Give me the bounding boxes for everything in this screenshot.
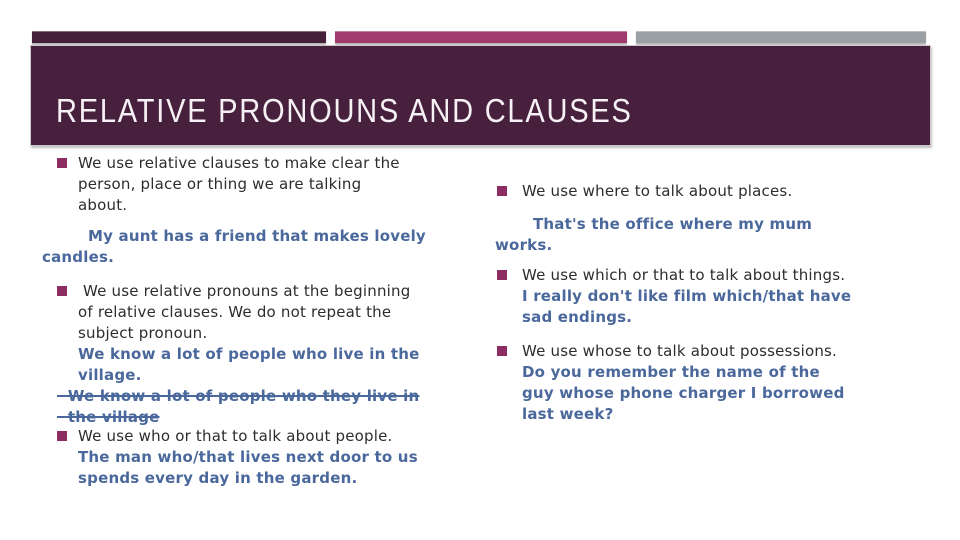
slide-title: RELATIVE PRONOUNS AND CLAUSES — [56, 92, 633, 129]
text-line: of relative clauses. We do not repeat the — [78, 303, 392, 321]
bullet-square-icon — [57, 286, 67, 296]
text-line: Do you remember the name of the — [522, 363, 820, 381]
bullet-square-icon — [497, 186, 507, 196]
text-line: We use where to talk about places. — [522, 182, 793, 200]
text-line: The man who/that lives next door to us — [78, 448, 418, 466]
bullet-square-icon — [497, 270, 507, 280]
example-sentence — [42, 226, 426, 268]
text-line: We use relative clauses to make clear the — [78, 154, 400, 172]
example-sentence — [78, 344, 420, 386]
strikethrough-example — [57, 386, 419, 428]
text-line: the village — [57, 408, 160, 426]
bullet-item — [497, 341, 837, 362]
text-line: We use relative pronouns at the beginning — [78, 282, 411, 300]
example-sentence — [78, 447, 418, 489]
example-sentence — [522, 286, 851, 328]
example-sentence — [522, 362, 845, 425]
bullet-square-icon — [57, 431, 67, 441]
title-block — [30, 45, 931, 146]
example-sentence — [495, 214, 812, 256]
text-line: We use which or that to talk about things. — [522, 266, 846, 284]
text-line: guy whose phone charger I borrowed — [522, 384, 845, 402]
text-line: That's the office where my mum — [533, 215, 813, 233]
text-line: works. — [495, 236, 553, 254]
text-line: We use whose to talk about possessions. — [522, 342, 838, 360]
text-line: spends every day in the garden. — [78, 469, 358, 487]
text-line: sad endings. — [522, 308, 633, 326]
text-line: We know a lot of people who live in the — [78, 345, 420, 363]
bullet-item — [57, 426, 393, 447]
header-bar-dark — [32, 31, 326, 43]
bullet-square-icon — [57, 158, 67, 168]
bullet-item — [497, 181, 792, 202]
bullet-item — [497, 265, 845, 286]
text-line: We use who or that to talk about people. — [78, 427, 393, 445]
text-line: We know a lot of people who they live in — [57, 387, 420, 405]
text-line: last week? — [522, 405, 614, 423]
text-line: I really don't like film which/that have — [522, 287, 852, 305]
bullet-item — [57, 281, 410, 344]
text-line: about. — [78, 196, 128, 214]
text-line: person, place or thing we are talking — [78, 175, 362, 193]
header-bar-magenta — [335, 31, 627, 43]
text-line: subject pronoun. — [78, 324, 208, 342]
header-bar-gray — [636, 31, 926, 43]
text-line: My aunt has a friend that makes lovely — [88, 227, 426, 245]
bullet-square-icon — [497, 346, 507, 356]
text-line: candles. — [42, 248, 114, 266]
bullet-item — [57, 153, 400, 216]
text-line: village. — [78, 366, 142, 384]
